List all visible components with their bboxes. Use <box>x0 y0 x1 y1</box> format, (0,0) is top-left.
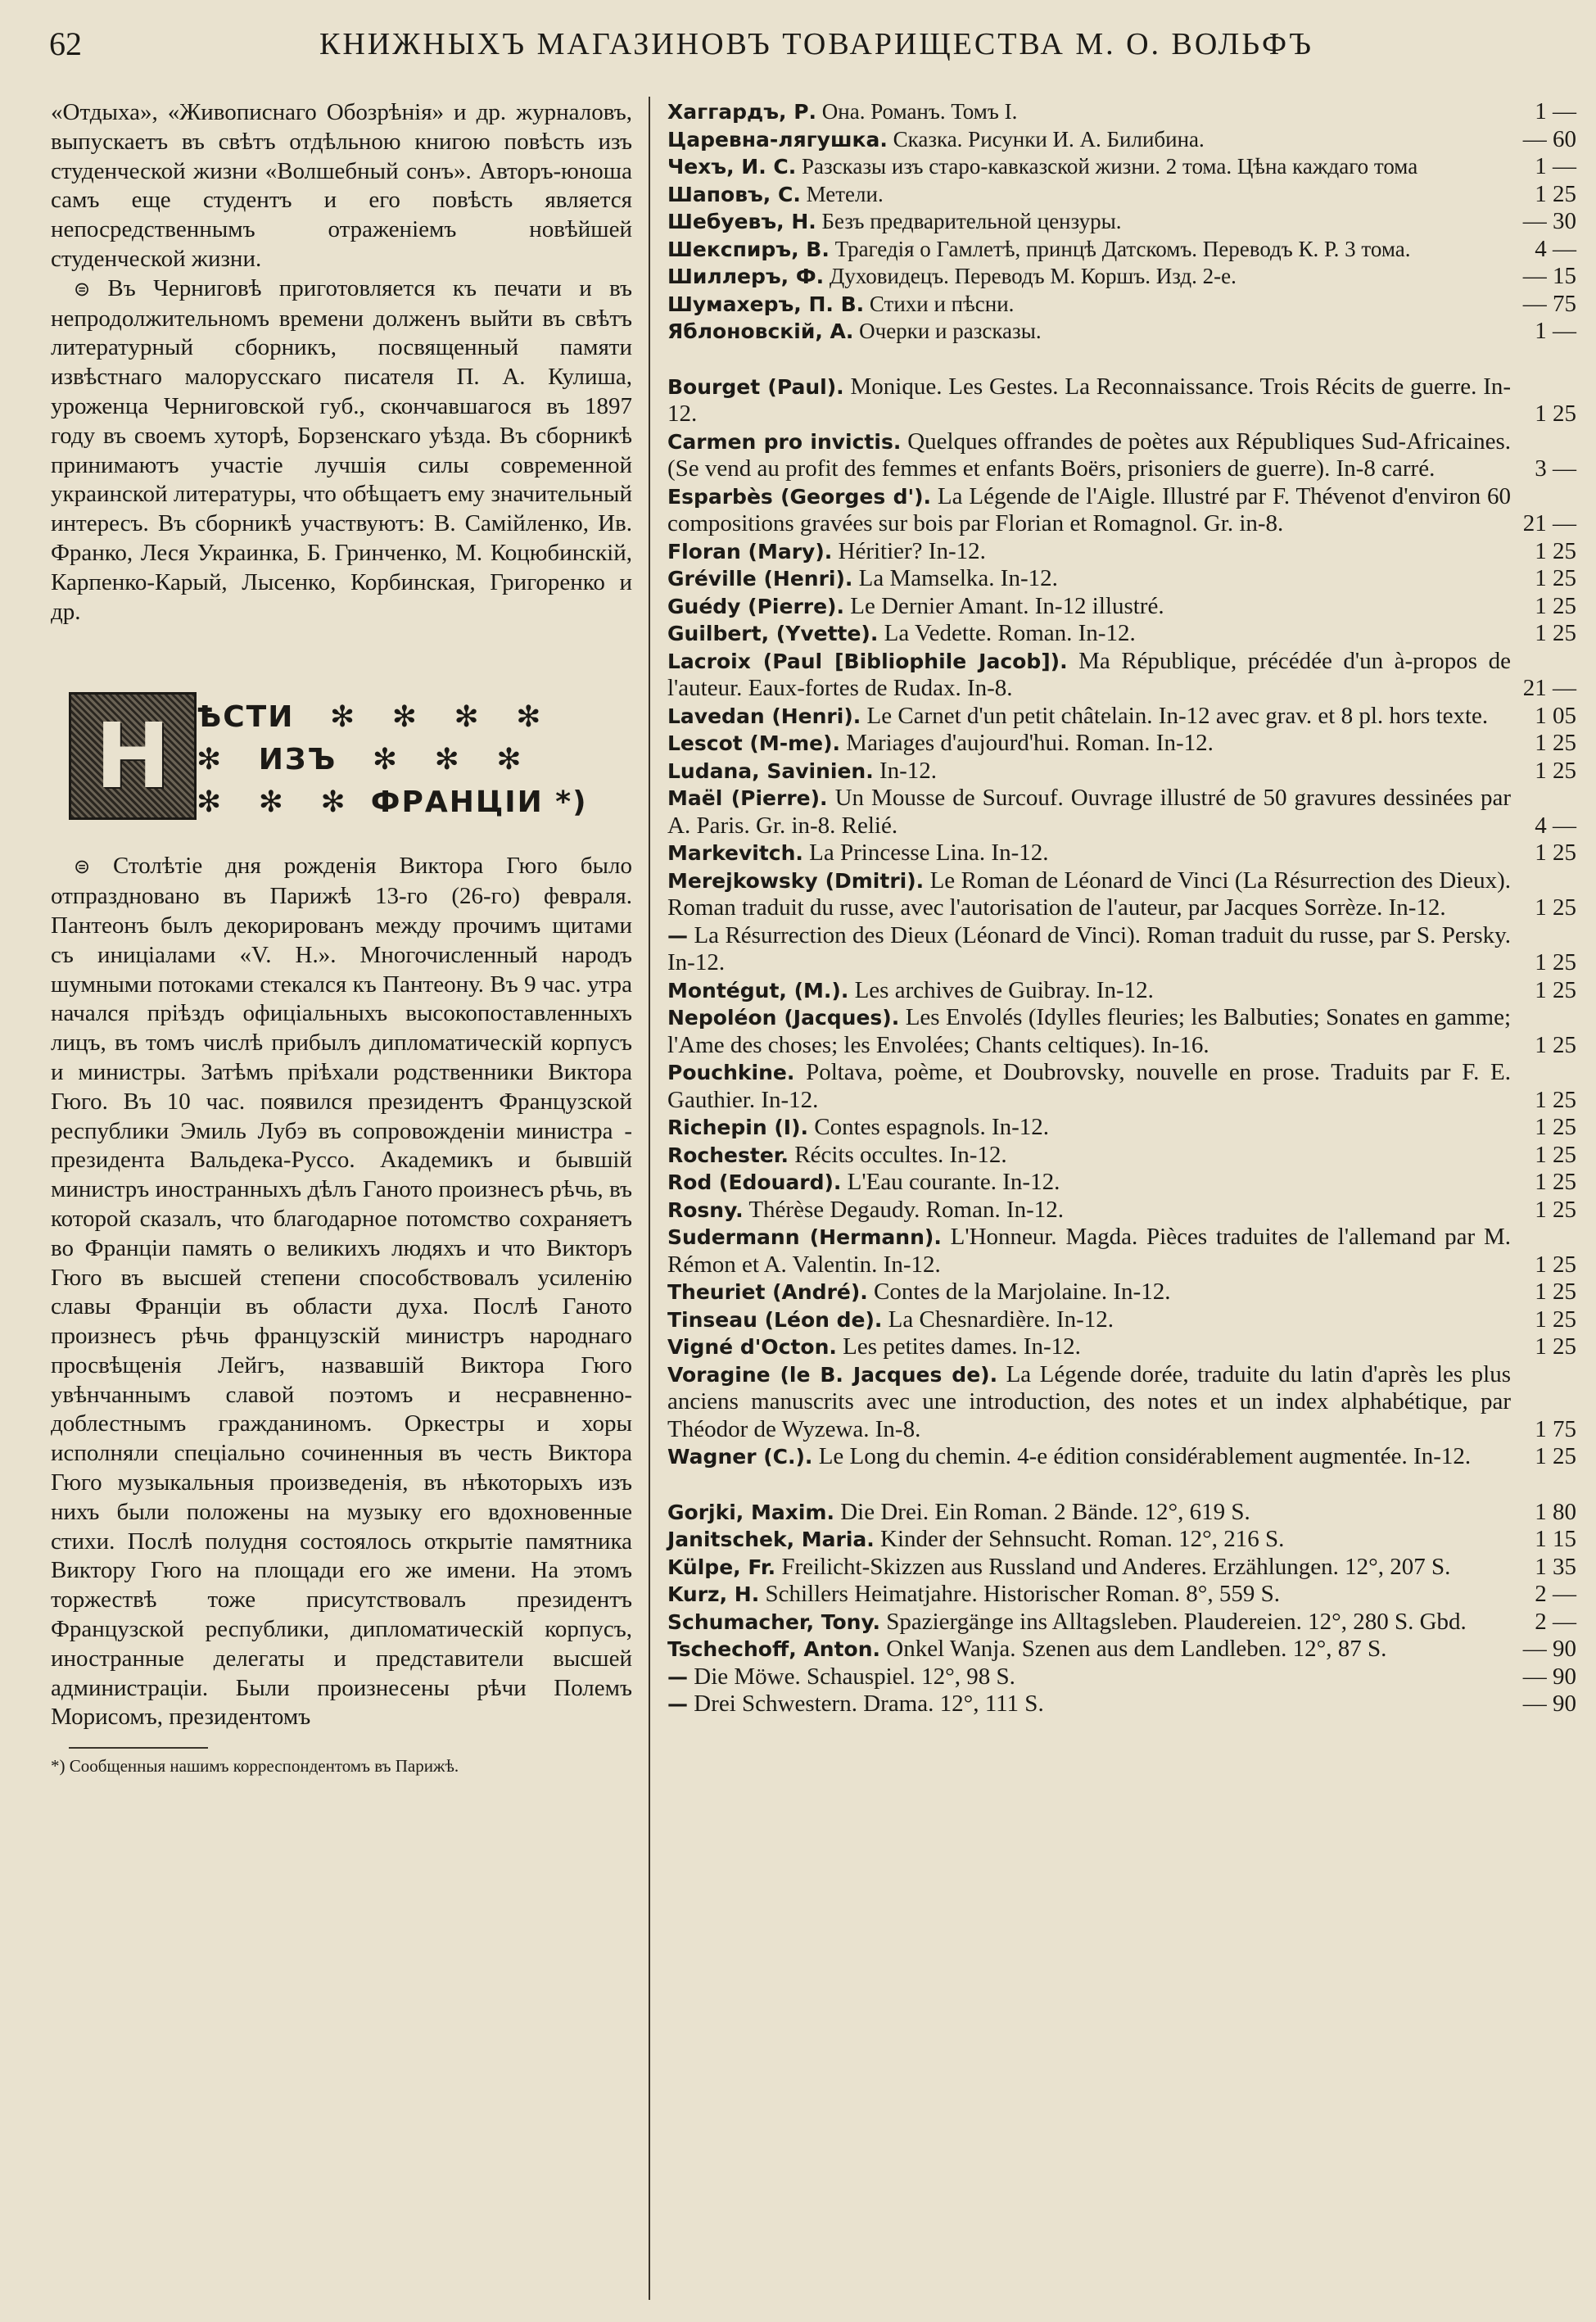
book-entry <box>667 620 1576 648</box>
book-entry <box>667 1197 1576 1224</box>
book-author: Carmen pro invictis. <box>667 429 902 454</box>
book-description: In-12. <box>879 757 938 784</box>
book-description: Безъ предварительной цензуры. <box>821 209 1122 233</box>
book-price: 1 25 <box>1535 1086 1576 1113</box>
book-entry <box>667 922 1576 977</box>
book-entry <box>667 1306 1576 1334</box>
book-author: Montégut, (M.). <box>667 978 849 1003</box>
book-price: — 90 <box>1522 1663 1576 1690</box>
book-price: 1 25 <box>1535 730 1576 756</box>
book-entry <box>667 181 1576 209</box>
book-description: Quelques offrandes de poètes aux Républiques Sud-Africaines. (Se vend au profit des femmes et enfants Boërs, prisoniers de guerre). In-8 carré. <box>667 428 1512 482</box>
book-price: 1 — <box>1535 153 1576 179</box>
book-author: Maël (Pierre). <box>667 786 828 810</box>
book-entry <box>667 153 1576 181</box>
book-author: Wagner (C.). <box>667 1445 813 1469</box>
book-author: Шиллеръ, Ф. <box>667 265 825 288</box>
book-price: 1 25 <box>1535 620 1576 646</box>
book-description: Mariages d'aujourd'hui. Roman. In-12. <box>846 730 1214 756</box>
book-entry <box>667 1443 1576 1471</box>
book-description: Spaziergänge ins Alltagsleben. Plaudereien. 12°, 280 S. Gbd. <box>886 1608 1467 1635</box>
book-entry <box>667 1114 1576 1142</box>
section-mark-icon: ⊜ <box>74 855 91 879</box>
book-price: 1 25 <box>1535 565 1576 591</box>
book-description: Le Carnet d'un petit châtelain. In-12 avec grav. et 8 pl. hors texte. <box>866 702 1489 729</box>
book-price: 21 — <box>1522 510 1576 536</box>
book-entry <box>667 126 1576 154</box>
book-entry <box>667 867 1576 922</box>
book-author: Vigné d'Octon. <box>667 1335 837 1359</box>
german-book-list <box>667 1499 1576 1718</box>
book-description: Kinder der Sehnsucht. Roman. 12°, 216 S. <box>880 1526 1285 1552</box>
book-description: Schillers Heimatjahre. Historischer Roman. 8°, 559 S. <box>765 1581 1281 1607</box>
book-price: 1 25 <box>1535 537 1576 564</box>
book-description: Она. Романъ. Томъ I. <box>821 99 1018 124</box>
book-author: Царевна-лягушка. <box>667 127 888 152</box>
book-author: Esparbès (Georges d'). <box>667 484 932 509</box>
column-divider <box>649 97 650 2300</box>
book-entry <box>667 1333 1576 1361</box>
book-description: Freilicht-Skizzen aus Russland und Anderes. Erzählungen. 12°, 207 S. <box>781 1553 1451 1580</box>
paragraph-2-text: Въ Черниговѣ приготовляется къ печати и въ непродолжительномъ времени долженъ выйти въ свѣтъ литературный сборникъ, посвященный памяти извѣстнаго малорусскаго писателя П. А. Кулиша, уроженца Черниговской губ., скончавшагося въ 1897 году въ своемъ хуторѣ, Борзенскаго уѣзда. Въ сборникѣ принимаютъ участіе лучшія силы современной украинской литературы, что обѣщаетъ ему значительный интересъ. Въ сборникѣ участвуютъ: В. Самійленко, Ив. Франко, Леся Украинка, Б. Гринченко, М. Коцюбинскій, Карпенко-Карый, Лысенко, Корбинская, Григоренко и др. <box>51 274 632 625</box>
book-price: 4 — <box>1535 812 1576 839</box>
book-entry <box>667 291 1576 319</box>
book-description: Monique. Les Gestes. La Reconnaissance. Trois Récits de guerre. In-12. <box>667 373 1512 427</box>
book-author: Ludana, Savinien. <box>667 758 874 783</box>
book-entry <box>667 1609 1576 1636</box>
book-price: 2 — <box>1535 1581 1576 1607</box>
book-price: 1 25 <box>1535 1306 1576 1333</box>
book-price: 1 75 <box>1535 1415 1576 1442</box>
book-author: Чехъ, И. С. <box>667 155 797 179</box>
book-price: 4 — <box>1535 235 1576 262</box>
book-description: Thérèse Degaudy. Roman. In-12. <box>748 1196 1065 1223</box>
book-author: — <box>667 1664 688 1689</box>
book-description: Очерки и разсказы. <box>859 319 1042 343</box>
footnote-divider <box>69 1747 208 1749</box>
book-entry <box>667 318 1576 346</box>
book-author: Tinseau (Léon de). <box>667 1307 883 1332</box>
book-description: Ma République, précédée d'un à-propos de l'auteur. Eaux-fortes de Rudax. In-8. <box>667 647 1512 701</box>
book-description: La Princesse Lina. In-12. <box>809 840 1049 866</box>
book-description: Разсказы изъ старо-кавказской жизни. 2 тома. Цѣна каждаго тома <box>802 154 1418 179</box>
book-description: Die Möwe. Schauspiel. 12°, 98 S. <box>694 1663 1015 1690</box>
book-entry <box>667 1691 1576 1718</box>
book-price: 1 25 <box>1535 1114 1576 1140</box>
book-entry <box>667 98 1576 126</box>
book-author: Kurz, H. <box>667 1582 760 1606</box>
book-author: Tschechoff, Anton. <box>667 1637 880 1661</box>
book-price: 1 25 <box>1535 1443 1576 1469</box>
book-price: 1 05 <box>1535 702 1576 729</box>
book-description: Духовидецъ. Переводъ М. Коршъ. Изд. 2-е. <box>829 264 1237 288</box>
book-price: 21 — <box>1522 675 1576 701</box>
book-description: La Mamselka. In-12. <box>858 565 1058 591</box>
book-description: La Vedette. Roman. In-12. <box>884 620 1136 646</box>
book-author: Gorjki, Maxim. <box>667 1500 834 1524</box>
book-price: 1 25 <box>1535 1196 1576 1223</box>
book-description: Contes espagnols. In-12. <box>814 1114 1050 1140</box>
book-price: 1 25 <box>1535 1169 1576 1195</box>
book-entry <box>667 373 1576 428</box>
book-description: Récits occultes. In-12. <box>794 1141 1007 1168</box>
book-price: 1 25 <box>1535 949 1576 975</box>
book-price: 1 — <box>1535 318 1576 344</box>
book-author: Хаггардъ, Р. <box>667 100 817 124</box>
paragraph-1: «Отдыха», «Живописнаго Обозрѣнія» и др. журналовъ, выпускаетъ въ свѣтъ отдѣльною книгою повѣсть изъ студенческой жизни «Волшебный сонъ». Авторъ-юноша самъ еще студентъ и его повѣсть является непосредственнымъ отраженіемъ новѣйшей студенческой жизни. <box>51 99 632 272</box>
book-entry <box>667 1499 1576 1527</box>
book-price: — 75 <box>1522 290 1576 317</box>
book-entry <box>667 977 1576 1005</box>
book-description: Le Dernier Amant. In-12 illustré. <box>850 592 1164 619</box>
book-author: Rod (Edouard). <box>667 1170 842 1194</box>
book-author: Lescot (M-me). <box>667 731 841 755</box>
book-price: 3 — <box>1535 455 1576 482</box>
book-entry <box>667 1554 1576 1582</box>
book-entry <box>667 840 1576 867</box>
book-entry <box>667 1636 1576 1663</box>
page-number: 62 <box>49 25 82 62</box>
book-entry <box>667 1361 1576 1444</box>
paragraph-3 <box>51 852 632 1732</box>
book-entry <box>667 703 1576 731</box>
book-author: Guédy (Pierre). <box>667 594 844 618</box>
book-author: Merejkowsky (Dmitri). <box>667 868 925 893</box>
book-author: Külpe, Fr. <box>667 1555 776 1579</box>
book-price: 1 15 <box>1535 1526 1576 1552</box>
book-description: Héritier? In-12. <box>838 537 986 564</box>
book-author: Rochester. <box>667 1143 789 1167</box>
book-description: L'Honneur. Magda. Pièces traduites de l'allemand par M. Rémon et A. Valentin. In-12. <box>667 1224 1511 1278</box>
book-entry <box>667 1142 1576 1170</box>
book-description: Un Mousse de Surcouf. Ouvrage illustré de 50 gravures dessinées par A. Paris. Gr. in-8. Relié. <box>667 785 1511 839</box>
heading-line-1: ѢСТИ ✻ ✻ ✻ ✻ <box>197 700 543 735</box>
book-entry <box>667 236 1576 264</box>
initial-letter: Н <box>94 704 171 809</box>
book-author: Шебуевъ, Н. <box>667 210 816 233</box>
book-entry <box>667 1279 1576 1306</box>
book-author: Яблоновскій, А. <box>667 319 854 343</box>
book-description: Le Roman de Léonard de Vinci (La Résurrection des Dieux). Roman traduit du russe, avec l'autorisation de l'auteur, par Jacques Sorrèze. In-12. <box>667 867 1512 921</box>
book-author: Richepin (I). <box>667 1116 809 1139</box>
book-entry <box>667 593 1576 621</box>
book-entry <box>667 565 1576 593</box>
french-book-list <box>667 373 1576 1471</box>
book-entry <box>667 1169 1576 1197</box>
book-description: Poltava, poème, et Doubrovsky, nouvelle en prose. Traduits par F. E. Gauthier. In-12. <box>667 1059 1511 1113</box>
book-entry <box>667 1526 1576 1554</box>
book-entry <box>667 1663 1576 1691</box>
book-entry <box>667 1059 1576 1114</box>
section-heading <box>51 692 632 835</box>
book-entry <box>667 648 1576 703</box>
page-header <box>49 18 1548 84</box>
book-author: Lacroix (Paul [Bibliophile Jacob]). <box>667 649 1068 673</box>
book-description: La Légende de l'Aigle. Illustré par F. Thévenot d'environ 60 compositions gravées sur bois par Florian et Romagnol. Gr. in-8. <box>667 482 1512 536</box>
book-entry <box>667 263 1576 291</box>
book-entry <box>667 758 1576 785</box>
book-price: 1 25 <box>1535 976 1576 1003</box>
book-author: Floran (Mary). <box>667 539 833 564</box>
book-description: Le Long du chemin. 4-e édition considérablement augmentée. In-12. <box>818 1443 1472 1469</box>
book-price: 1 25 <box>1535 1141 1576 1168</box>
book-author: Шекспиръ, В. <box>667 237 830 261</box>
ornamental-initial <box>69 692 197 820</box>
book-price: 1 25 <box>1535 894 1576 921</box>
book-entry <box>667 785 1576 840</box>
book-author: Nepoléon (Jacques). <box>667 1006 900 1030</box>
book-description: Les archives de Guibray. In-12. <box>854 976 1154 1003</box>
book-description: Contes de la Marjolaine. In-12. <box>874 1279 1171 1305</box>
book-price: — 90 <box>1522 1691 1576 1717</box>
book-price: 1 25 <box>1535 840 1576 866</box>
book-author: Janitschek, Maria. <box>667 1528 875 1551</box>
paragraph-3-text: Столѣтіе дня рожденія Виктора Гюго было отпраздновано въ Парижѣ 13-го (26-го) февраля. Пантеонъ былъ декорированъ между прочимъ щитами съ иниціалами «V. H.». Многочисленный народъ шумными потоками стекался къ Пантеону. Въ 9 час. утра начался пріѣздъ офиціальныхъ высокопоставленныхъ лицъ, въ томъ числѣ прибылъ дипломатическій корпусъ и министры. Затѣмъ пріѣхали родственники Виктора Гюго. Въ 10 час. появился президентъ Французской республики Эмиль Лубэ въ сопровожденіи министра - президента Вальдека-Руссо. Академикъ и бывшій министръ иностранныхъ дѣлъ Ганото произнесъ рѣчь, въ которой сказалъ, что благодарное потомство сохраняетъ во Франціи память о великихъ людяхъ и что Викторъ Гюго въ высшей степени способствовалъ усиленію славы Франціи въ области духа. Послѣ Ганото произнесъ рѣчь французскій министръ народнаго просвѣщенія Лейгъ, назвавшій Виктора Гюго увѣнчаннымъ славой поэтомъ и несравненно-доблестнымъ гражданиномъ. Оркестры и хоры исполняли спеціально сочиненныя въ честь Виктора Гюго музыкальныя произведенія, въ нѣкоторыхъ изъ нихъ были положены на музыку его вдохновенные стихи. Послѣ полудня состоялось открытіе памятника Виктору Гюго на площади его же имени. На этомъ торжествѣ тоже присутствовалъ президентъ Французской республики, дипломатическій корпусъ, иностранные делегаты и представители высшей администраціи. Были произнесены рѣчи Полемъ Морисомъ, президентомъ <box>51 853 632 1731</box>
right-column <box>667 98 1576 1718</box>
book-entry <box>667 208 1576 236</box>
book-description: Сказка. Рисунки И. А. Билибина. <box>893 126 1205 152</box>
book-author: — <box>667 1692 688 1716</box>
book-author: Шумахеръ, П. В. <box>667 292 865 316</box>
book-entry <box>667 1004 1576 1059</box>
book-price: 1 25 <box>1535 1333 1576 1360</box>
book-price: 1 25 <box>1535 1251 1576 1278</box>
heading-line-3: ✻ ✻ ✻ ФРАНЦІИ *) <box>197 785 588 820</box>
book-price: 2 — <box>1535 1608 1576 1635</box>
book-description: L'Eau courante. In-12. <box>847 1169 1060 1195</box>
book-price: 1 25 <box>1535 401 1576 427</box>
book-author: Rosny. <box>667 1197 744 1222</box>
book-entry <box>667 1224 1576 1279</box>
footnote: *) Сообщенныя нашимъ корреспондентомъ въ Парижѣ. <box>51 1756 459 1777</box>
book-description: Les petites dames. In-12. <box>843 1333 1081 1360</box>
section-mark-icon: ⊜ <box>74 277 91 301</box>
book-description: Стихи и пѣсни. <box>869 291 1015 316</box>
book-description: Drei Schwestern. Drama. 12°, 111 S. <box>694 1691 1044 1717</box>
book-author: — <box>667 923 688 948</box>
book-price: 1 — <box>1535 98 1576 124</box>
book-price: 1 25 <box>1535 1031 1576 1058</box>
book-price: 1 35 <box>1535 1553 1576 1580</box>
book-price: 1 25 <box>1535 757 1576 784</box>
book-entry <box>667 483 1576 538</box>
book-author: Gréville (Henri). <box>667 567 853 591</box>
book-price: — 15 <box>1522 263 1576 289</box>
book-author: Lavedan (Henri). <box>667 704 861 728</box>
book-entry <box>667 1581 1576 1609</box>
book-description: Onkel Wanja. Szenen aus dem Landleben. 12°, 87 S. <box>886 1636 1387 1662</box>
book-entry <box>667 538 1576 566</box>
book-description: Метели. <box>806 181 884 206</box>
running-title: КНИЖНЫХЪ МАГАЗИНОВЪ ТОВАРИЩЕСТВА М. О. ВОЛЬФЪ <box>319 27 1313 61</box>
paragraph-2 <box>51 274 632 627</box>
book-author: Pouchkine. <box>667 1061 795 1084</box>
book-author: Sudermann (Hermann). <box>667 1225 942 1249</box>
book-author: Schumacher, Tony. <box>667 1609 880 1634</box>
book-description: La Chesnardière. In-12. <box>888 1306 1114 1333</box>
russian-book-list <box>667 98 1576 346</box>
book-price: 1 25 <box>1535 1279 1576 1305</box>
book-price: 1 25 <box>1535 180 1576 207</box>
book-price: — 30 <box>1522 208 1576 234</box>
book-entry <box>667 730 1576 758</box>
book-price: 1 25 <box>1535 592 1576 619</box>
book-description: Les Envolés (Idylles fleuries; les Balbuties; Sonates en gamme; l'Ame des choses; les Envolées; Chants celtiques). In-16. <box>667 1004 1512 1058</box>
left-column <box>51 98 632 1777</box>
book-author: Bourget (Paul). <box>667 374 844 399</box>
book-price: — 90 <box>1522 1636 1576 1662</box>
book-price: 1 80 <box>1535 1498 1576 1525</box>
book-description: La Résurrection des Dieux (Léonard de Vinci). Roman traduit du russe, par S. Persky. In-12. <box>667 921 1512 975</box>
book-price: — 60 <box>1522 125 1576 152</box>
book-author: Шаповъ, С. <box>667 182 801 206</box>
book-description: Die Drei. Ein Roman. 2 Bände. 12°, 619 S. <box>840 1498 1250 1525</box>
book-author: Theuriet (André). <box>667 1280 868 1304</box>
heading-line-2: ✻ ИЗЪ ✻ ✻ ✻ <box>197 743 523 777</box>
book-description: La Légende dorée, traduite du latin d'après les plus anciens manuscrits avec une introduction, des notes et un index alphabétique, par Théodor de Wyzewa. In-8. <box>667 1360 1512 1442</box>
book-description: Трагедія о Гамлетѣ, принцѣ Датскомъ. Переводъ К. Р. 3 тома. <box>834 236 1411 261</box>
book-author: Markevitch. <box>667 841 803 865</box>
book-author: Guilbert, (Yvette). <box>667 622 879 645</box>
book-author: Voragine (le B. Jacques de). <box>667 1362 998 1387</box>
book-entry <box>667 428 1576 483</box>
